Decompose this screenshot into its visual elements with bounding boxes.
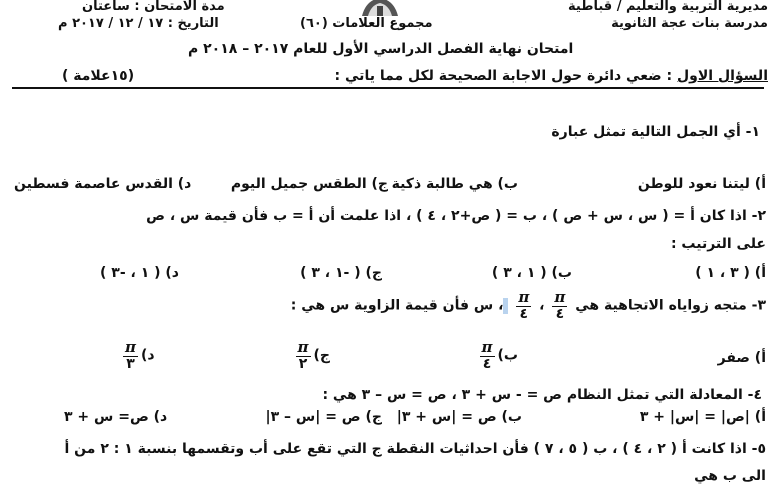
question1-instruction: : ضعي دائرة حول الاجابة الصحيحة لكل مما ياتي : [334, 68, 673, 84]
item2-stem-continued: على الترتيب : [670, 236, 766, 252]
item3-stem [291, 290, 766, 321]
item1-option-b: ب) هي طالبة ذكية [391, 176, 518, 192]
exam-duration: مدة الامتحان : ساعتان [82, 0, 225, 14]
item3-option-d-fraction: $\frac{\pi}{٣}$ [125, 338, 136, 372]
item3-option-b: ب) $\frac{\pi}{٤}$ [481, 338, 518, 372]
item3-option-c-fraction: $\frac{\pi}{٢}$ [297, 338, 309, 372]
item2-stem: ٢- اذا كان أ = ( س ، س + ص ) ، ب = ( ص+٢ ، ٤ ) ، اذا علمت أن أ = ب فأن قيمة س ، ص [146, 208, 766, 224]
item4-option-d: د) ص= س + ٣ [64, 409, 168, 425]
question1-heading [335, 68, 768, 84]
directorate-name: مديرية التربية والتعليم / قباطية [568, 0, 768, 14]
item1-option-c: ج) الطقس جميل اليوم [230, 176, 388, 192]
item5-stem-continued: الى ب هي [694, 468, 766, 484]
item3-option-b-fraction: $\frac{\pi}{٤}$ [481, 338, 493, 372]
exam-date: التاريخ : ١٧ / ١٢ / ٢٠١٧ م [58, 16, 219, 31]
item3-separator: ، [539, 297, 545, 314]
item2-option-c: ج) ( -١ ، ٣ ) [300, 265, 382, 281]
item1-option-a: أ) ليتنا نعود للوطن [637, 176, 766, 192]
item3-fraction-pi-over-4-second: $\frac{\pi}{٤}$ [518, 288, 530, 322]
item4-option-b: ب) ص = |س + ٣| [396, 409, 522, 425]
heading-divider [12, 87, 764, 89]
ministry-emblem-icon [358, 0, 402, 16]
item3-stem-end: ، س فأن قيمة الزاوية س هي : [290, 297, 504, 314]
item3-option-d: د) $\frac{\pi}{٣}$ [125, 338, 155, 372]
item4-option-c: ج) ص = |س – ٣| [265, 409, 382, 425]
item4-stem: ٤- المعادلة التي تمثل النظام ص = - س + ٣ ، ص = س – ٣ هي : [322, 387, 762, 403]
item3-option-a: أ) صفر [717, 350, 766, 366]
text-cursor-highlight [503, 298, 508, 314]
item2-option-d: د) ( ١ ، -٣ ) [100, 265, 179, 281]
item1-stem: ١- أي الجمل التالية تمثل عبارة [551, 124, 760, 140]
item5-stem: ٥- اذا كانت أ ( ٢ ، ٤ ) ، ب ( ٥ ، ٧ ) فأن احداثيات النقطة ج التي تقع على أب وتقسمها بنسبة ١ : ٢ من أ [64, 441, 766, 457]
item4-option-a: أ) |ص| = |س| + ٣ [639, 409, 766, 425]
item3-fraction-pi-over-4: $\frac{\pi}{٤}$ [554, 288, 566, 322]
school-name: مدرسة بنات عجة الثانوية [611, 16, 768, 31]
item2-option-a: أ) ( ٣ ، ١ ) [695, 265, 766, 281]
question1-label: السؤال الاول [677, 68, 768, 84]
item2-option-b: ب) ( ١ ، ٣ ) [491, 265, 572, 281]
question1-marks: (١٥علامة ) [62, 68, 135, 84]
item1-option-d: د) القدس عاصمة فسطين [14, 176, 192, 192]
total-marks: مجموع العلامات (٦٠) [300, 16, 433, 31]
item3-option-c: ج) $\frac{\pi}{٢}$ [297, 338, 330, 372]
item3-stem-start: ٣- متجه زواياه الاتجاهية هي [575, 297, 766, 314]
exam-title: امتحان نهاية الفصل الدراسي الأول للعام ٢٠١٧ – ٢٠١٨ م [188, 41, 574, 57]
